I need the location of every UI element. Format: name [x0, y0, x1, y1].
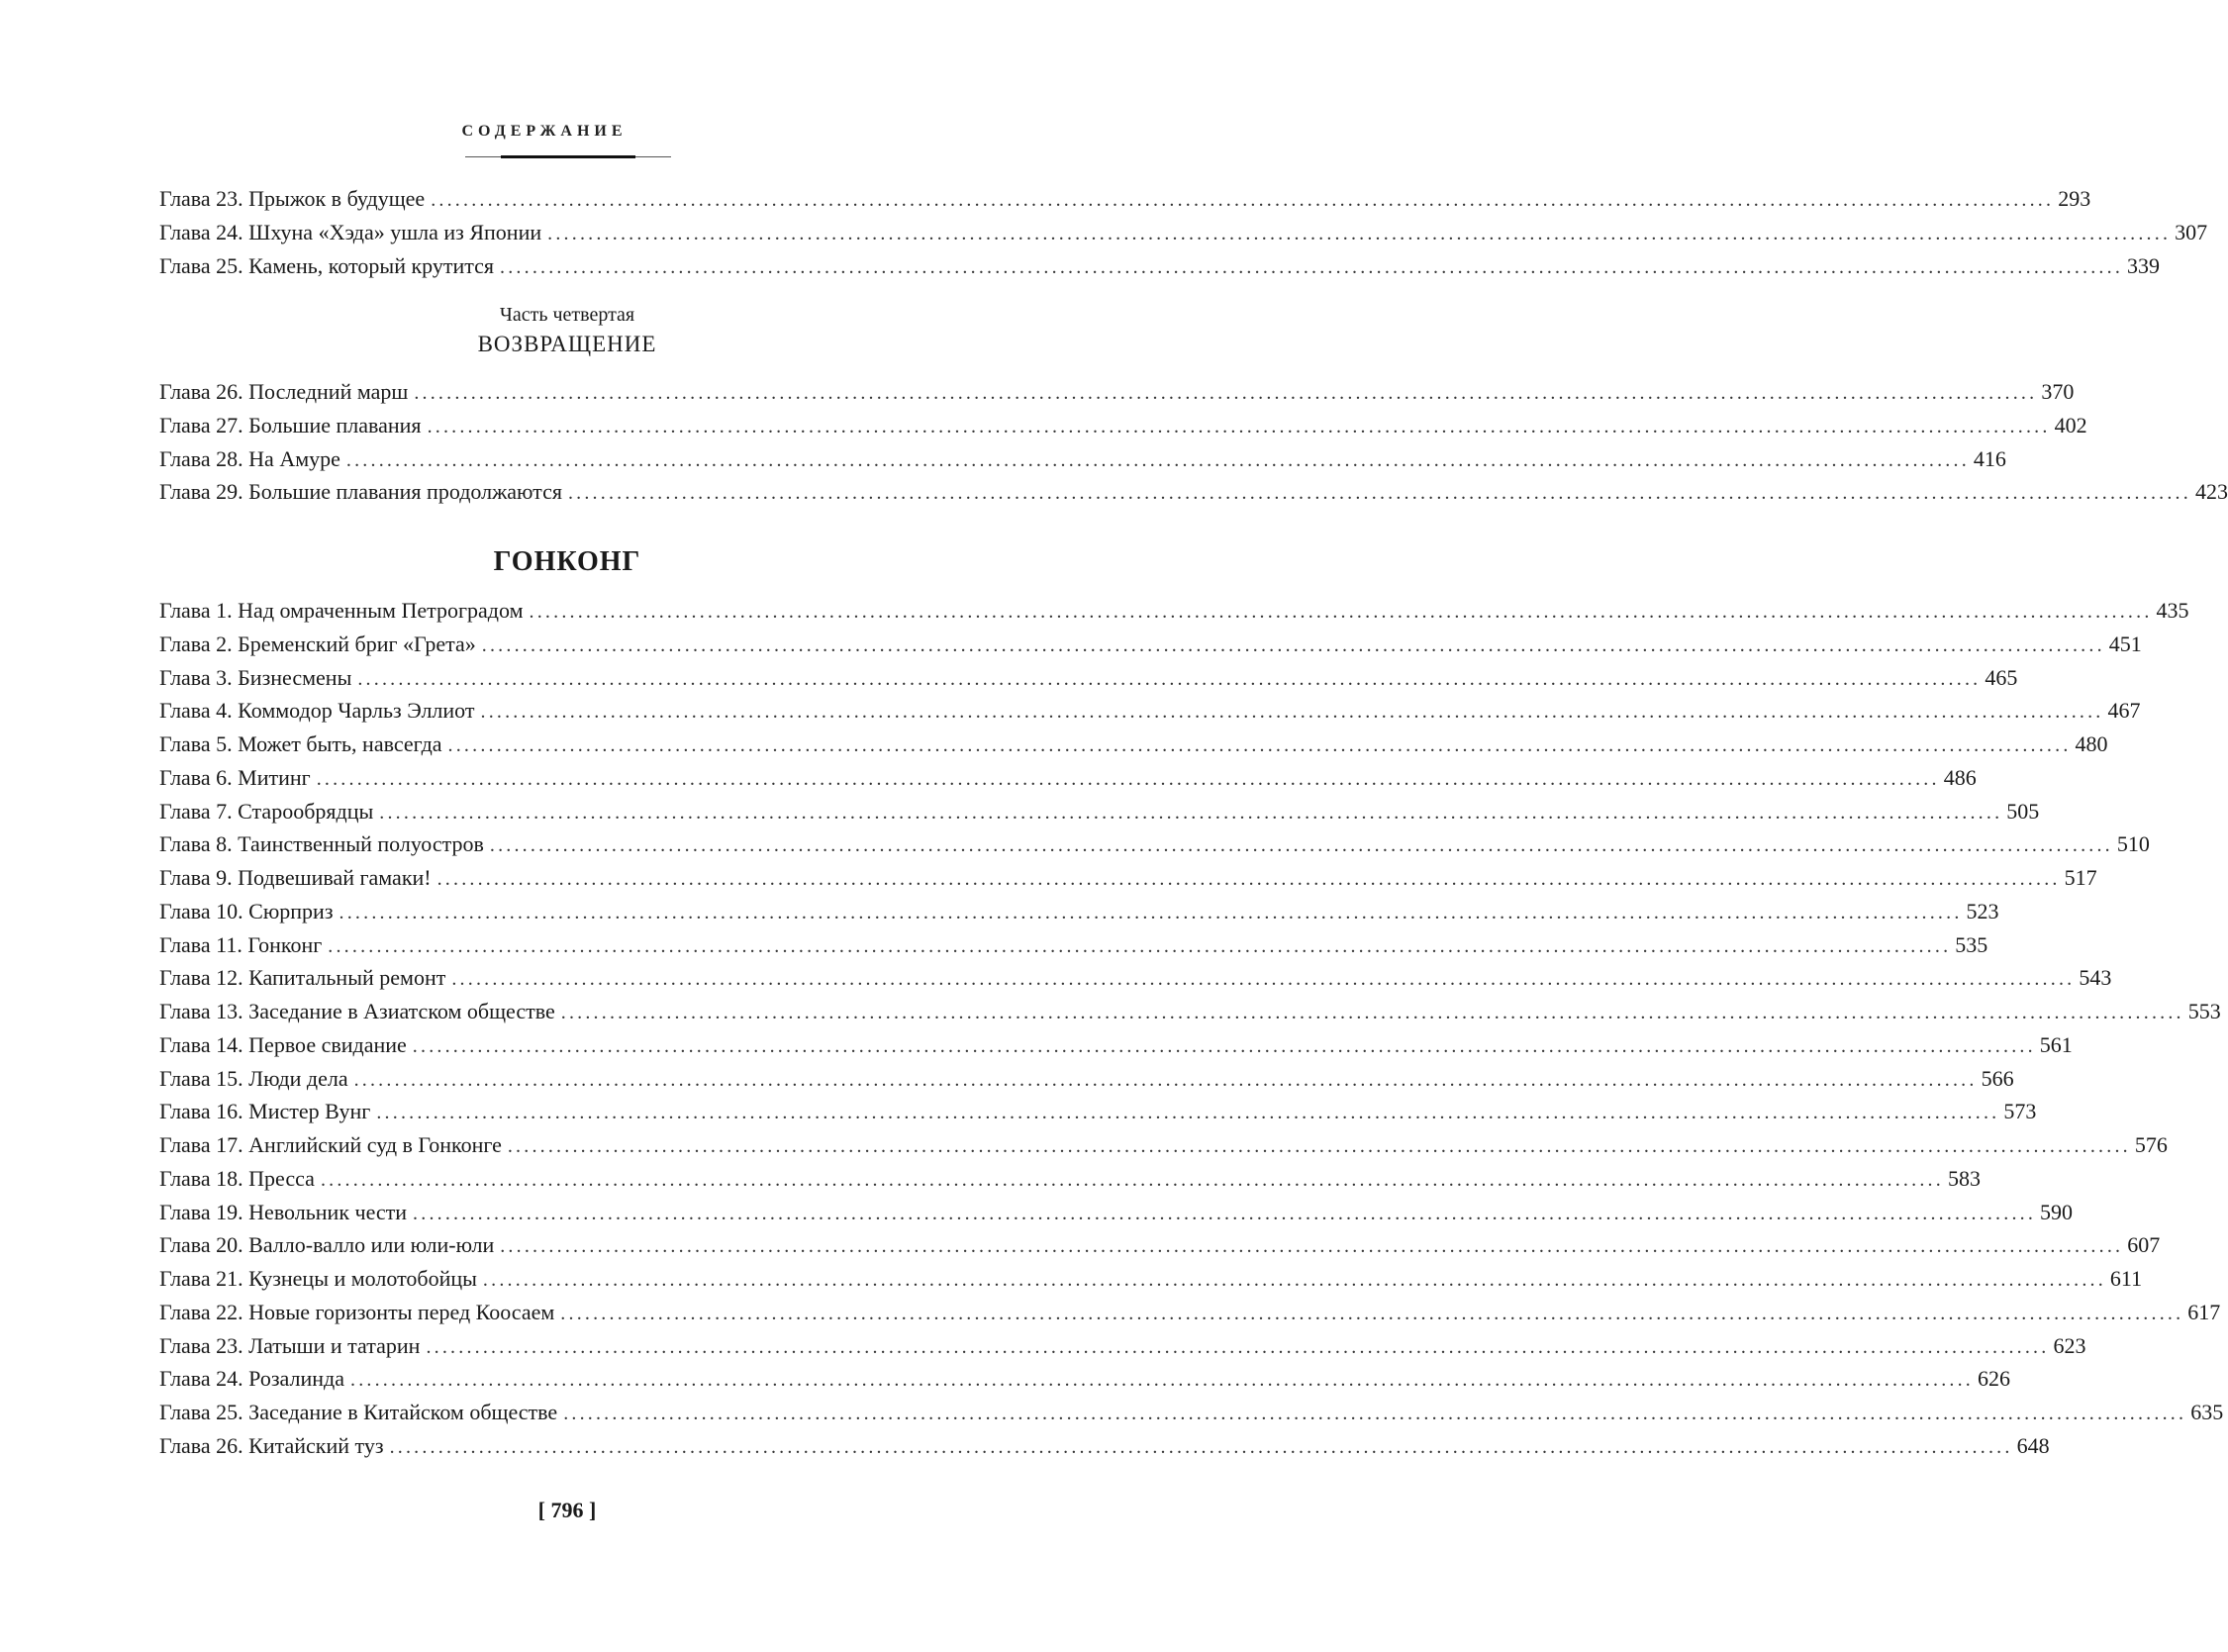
- toc-entry-page: 626: [1978, 1366, 2010, 1392]
- toc-entry-page: 635: [2190, 1400, 2224, 1424]
- toc-entry: [159, 1262, 2143, 1296]
- toc-entry-title: Глава 14. Первое свидание: [159, 1031, 407, 1057]
- header-rule-accent: [501, 155, 635, 158]
- toc-entry: [159, 661, 2018, 695]
- toc-entry: [159, 1396, 2224, 1429]
- toc-entry: [159, 594, 2189, 628]
- dot-leader: ........................................................................................................................................................................................................: [412, 1034, 2036, 1057]
- toc-entry: [159, 694, 2141, 728]
- dot-leader: ........................................................................................................................................................................................................: [426, 1335, 2050, 1358]
- dot-leader: ........................................................................................................................................................................................................: [431, 189, 2055, 211]
- dot-leader: ........................................................................................................................................................................................................: [427, 415, 2051, 437]
- part-title: ВОЗВРАЩЕНИЕ: [477, 332, 657, 356]
- toc-entry: [159, 375, 2075, 409]
- toc-entry-title: Глава 23. Латыши и татарин: [159, 1332, 421, 1358]
- toc-section-part4: [159, 375, 2228, 509]
- dot-leader: ........................................................................................................................................................................................................: [414, 382, 2038, 404]
- dot-leader: ........................................................................................................................................................................................................: [547, 222, 2172, 244]
- dot-leader: ........................................................................................................................................................................................................: [345, 448, 1970, 471]
- toc-entry-page: 617: [2187, 1299, 2221, 1324]
- toc-entry-title: Глава 8. Таинственный полуостров: [159, 831, 484, 857]
- page-number: [ 796 ]: [537, 1498, 597, 1522]
- toc-entry-page: 590: [2040, 1199, 2074, 1224]
- dot-leader: ........................................................................................................................................................................................................: [379, 801, 2003, 824]
- dot-leader: ........................................................................................................................................................................................................: [353, 1068, 1978, 1091]
- dot-leader: ........................................................................................................................................................................................................: [350, 1369, 1974, 1392]
- toc-entry: [159, 475, 2228, 509]
- toc-entry-title: Глава 16. Мистер Вунг: [159, 1099, 371, 1124]
- toc-entry: [159, 1329, 2086, 1363]
- toc-entry-title: Глава 7. Старообрядцы: [159, 798, 374, 824]
- toc-entry: [159, 761, 1977, 795]
- toc-entry-page: 535: [1955, 931, 1988, 957]
- toc-entry: [159, 827, 2150, 861]
- dot-leader: ........................................................................................................................................................................................................: [339, 901, 1963, 923]
- dot-leader: ........................................................................................................................................................................................................: [489, 834, 2113, 857]
- dot-leader: ........................................................................................................................................................................................................: [482, 1269, 2106, 1291]
- toc-entry-page: 480: [2075, 731, 2108, 756]
- toc-entry-page: 573: [2003, 1099, 2037, 1124]
- toc-entry-page: 293: [2058, 186, 2091, 211]
- toc-entry-title: Глава 3. Бизнесмены: [159, 664, 352, 690]
- toc-entry-page: 423: [2194, 479, 2228, 505]
- toc-entry-title: Глава 2. Бременский бриг «Грета»: [159, 631, 476, 656]
- toc-entry-title: Глава 29. Большие плавания продолжаются: [159, 479, 562, 505]
- toc-entry-page: 505: [2006, 798, 2040, 824]
- dot-leader: ........................................................................................................................................................................................................: [451, 968, 2076, 991]
- toc-entry-page: 451: [2108, 631, 2142, 656]
- dot-leader: ........................................................................................................................................................................................................: [507, 1135, 2131, 1157]
- toc-entry: [159, 728, 2108, 761]
- toc-entry-title: Глава 21. Кузнецы и молотобойцы: [159, 1266, 477, 1291]
- toc-entry-page: 553: [2187, 999, 2221, 1023]
- toc-entry: [159, 928, 1988, 962]
- toc-entry: [159, 1062, 2014, 1096]
- toc-entry-title: Глава 26. Последний марш: [159, 379, 409, 404]
- dot-leader: ........................................................................................................................................................................................................: [560, 1302, 2184, 1324]
- dot-leader: ........................................................................................................................................................................................................: [316, 767, 1940, 790]
- running-head: СОДЕРЖАНИЕ: [461, 123, 628, 140]
- dot-leader: ........................................................................................................................................................................................................: [481, 633, 2105, 656]
- toc-entry: [159, 1228, 2161, 1262]
- toc-entry: [159, 182, 2091, 216]
- toc-entry: [159, 995, 2221, 1028]
- dot-leader: ........................................................................................................................................................................................................: [529, 601, 2153, 623]
- toc-entry-title: Глава 12. Капитальный ремонт: [159, 965, 446, 991]
- book-title: ГОНКОНГ: [493, 546, 641, 577]
- toc-entry-title: Глава 18. Пресса: [159, 1165, 315, 1191]
- toc-entry-page: 510: [2116, 831, 2150, 857]
- toc-entry-page: 339: [2127, 252, 2161, 278]
- toc-entry: [159, 409, 2087, 442]
- toc-entry-title: Глава 5. Может быть, навсегда: [159, 731, 442, 756]
- dot-leader: ........................................................................................................................................................................................................: [447, 734, 2072, 756]
- dot-leader: ........................................................................................................................................................................................................: [389, 1435, 2013, 1458]
- toc-entry-page: 402: [2054, 412, 2087, 437]
- dot-leader: ........................................................................................................................................................................................................: [413, 1202, 2037, 1224]
- toc-entry-title: Глава 20. Валло-валло или юли-юли: [159, 1232, 495, 1258]
- toc-entry-page: 607: [2127, 1232, 2161, 1258]
- part-label: Часть четвертая: [499, 304, 635, 326]
- toc-entry-title: Глава 17. Английский суд в Гонконге: [159, 1132, 502, 1157]
- dot-leader: ........................................................................................................................................................................................................: [376, 1102, 2000, 1124]
- toc-entry-title: Глава 25. Заседание в Китайском обществе: [159, 1400, 558, 1424]
- toc-section-1: [159, 182, 2208, 282]
- toc-entry-page: 523: [1966, 898, 1999, 923]
- toc-entry-title: Глава 13. Заседание в Азиатском обществе: [159, 999, 555, 1023]
- toc-entry-page: 370: [2041, 379, 2075, 404]
- toc-entry-page: 648: [2016, 1432, 2050, 1458]
- toc-entry-page: 517: [2064, 865, 2097, 890]
- toc-entry-page: 467: [2107, 698, 2141, 724]
- toc-entry-title: Глава 15. Люди дела: [159, 1065, 348, 1091]
- dot-leader: ........................................................................................................................................................................................................: [328, 934, 1952, 957]
- toc-entry-page: 561: [2039, 1031, 2073, 1057]
- toc-entry-page: 307: [2175, 219, 2208, 244]
- toc-entry-page: 566: [1981, 1065, 2014, 1091]
- dot-leader: ........................................................................................................................................................................................................: [480, 701, 2104, 724]
- toc-entry-title: Глава 26. Китайский туз: [159, 1432, 384, 1458]
- toc-entry-page: 465: [1985, 664, 2018, 690]
- toc-entry-title: Глава 24. Шхуна «Хэда» ушла из Японии: [159, 219, 542, 244]
- toc-entry: [159, 628, 2142, 661]
- toc-entry-page: 543: [2079, 965, 2112, 991]
- toc-entry-title: Глава 19. Невольник чести: [159, 1199, 408, 1224]
- toc-entry-page: 486: [1943, 764, 1977, 790]
- dot-leader: ........................................................................................................................................................................................................: [357, 667, 1982, 690]
- toc-entry-page: 583: [1947, 1165, 1981, 1191]
- toc-entry-page: 416: [1973, 445, 2006, 471]
- dot-leader: ........................................................................................................................................................................................................: [320, 1168, 1944, 1191]
- dot-leader: ........................................................................................................................................................................................................: [436, 868, 2061, 890]
- toc-entry: [159, 216, 2208, 249]
- toc-entry: [159, 1429, 2050, 1463]
- toc-entry-title: Глава 27. Большие плавания: [159, 412, 422, 437]
- toc-entry: [159, 1128, 2168, 1162]
- toc-entry-title: Глава 22. Новые горизонты перед Коосаем: [159, 1299, 555, 1324]
- dot-leader: ........................................................................................................................................................................................................: [563, 1403, 2187, 1424]
- toc-entry-page: 435: [2156, 598, 2189, 623]
- toc-entry: [159, 1162, 1981, 1196]
- toc-entry: [159, 1095, 2037, 1128]
- toc-entry-title: Глава 23. Прыжок в будущее: [159, 186, 426, 211]
- toc-entry: [159, 795, 2040, 828]
- toc-entry-page: 576: [2134, 1132, 2168, 1157]
- toc-entry-title: Глава 10. Сюрприз: [159, 898, 334, 923]
- toc-entry: [159, 1028, 2073, 1062]
- toc-entry-title: Глава 6. Митинг: [159, 764, 311, 790]
- toc-entry: [159, 442, 2006, 476]
- toc-entry: [159, 1362, 2010, 1396]
- toc-entry: [159, 249, 2161, 283]
- toc-entry-title: Глава 1. Над омраченным Петроградом: [159, 598, 524, 623]
- toc-entry-title: Глава 28. На Амуре: [159, 445, 340, 471]
- toc-entry-title: Глава 25. Камень, который крутится: [159, 252, 495, 278]
- toc-entry-title: Глава 24. Розалинда: [159, 1366, 344, 1392]
- dot-leader: ........................................................................................................................................................................................................: [567, 482, 2191, 505]
- toc-entry-title: Глава 4. Коммодор Чарльз Эллиот: [159, 698, 475, 724]
- toc-entry: [159, 1296, 2221, 1329]
- toc-entry-title: Глава 11. Гонконг: [159, 931, 323, 957]
- toc-entry: [159, 895, 1999, 928]
- toc-entry-title: Глава 9. Подвешивай гамаки!: [159, 865, 432, 890]
- dot-leader: ........................................................................................................................................................................................................: [500, 255, 2124, 278]
- toc-entry: [159, 961, 2112, 995]
- dot-leader: ........................................................................................................................................................................................................: [500, 1235, 2124, 1258]
- dot-leader: ........................................................................................................................................................................................................: [560, 1002, 2184, 1023]
- toc-entry: [159, 861, 2097, 895]
- toc-entry-page: 623: [2053, 1332, 2086, 1358]
- toc-section-book2: [159, 594, 2224, 1463]
- toc-entry-page: 611: [2109, 1266, 2143, 1291]
- toc-entry: [159, 1196, 2074, 1229]
